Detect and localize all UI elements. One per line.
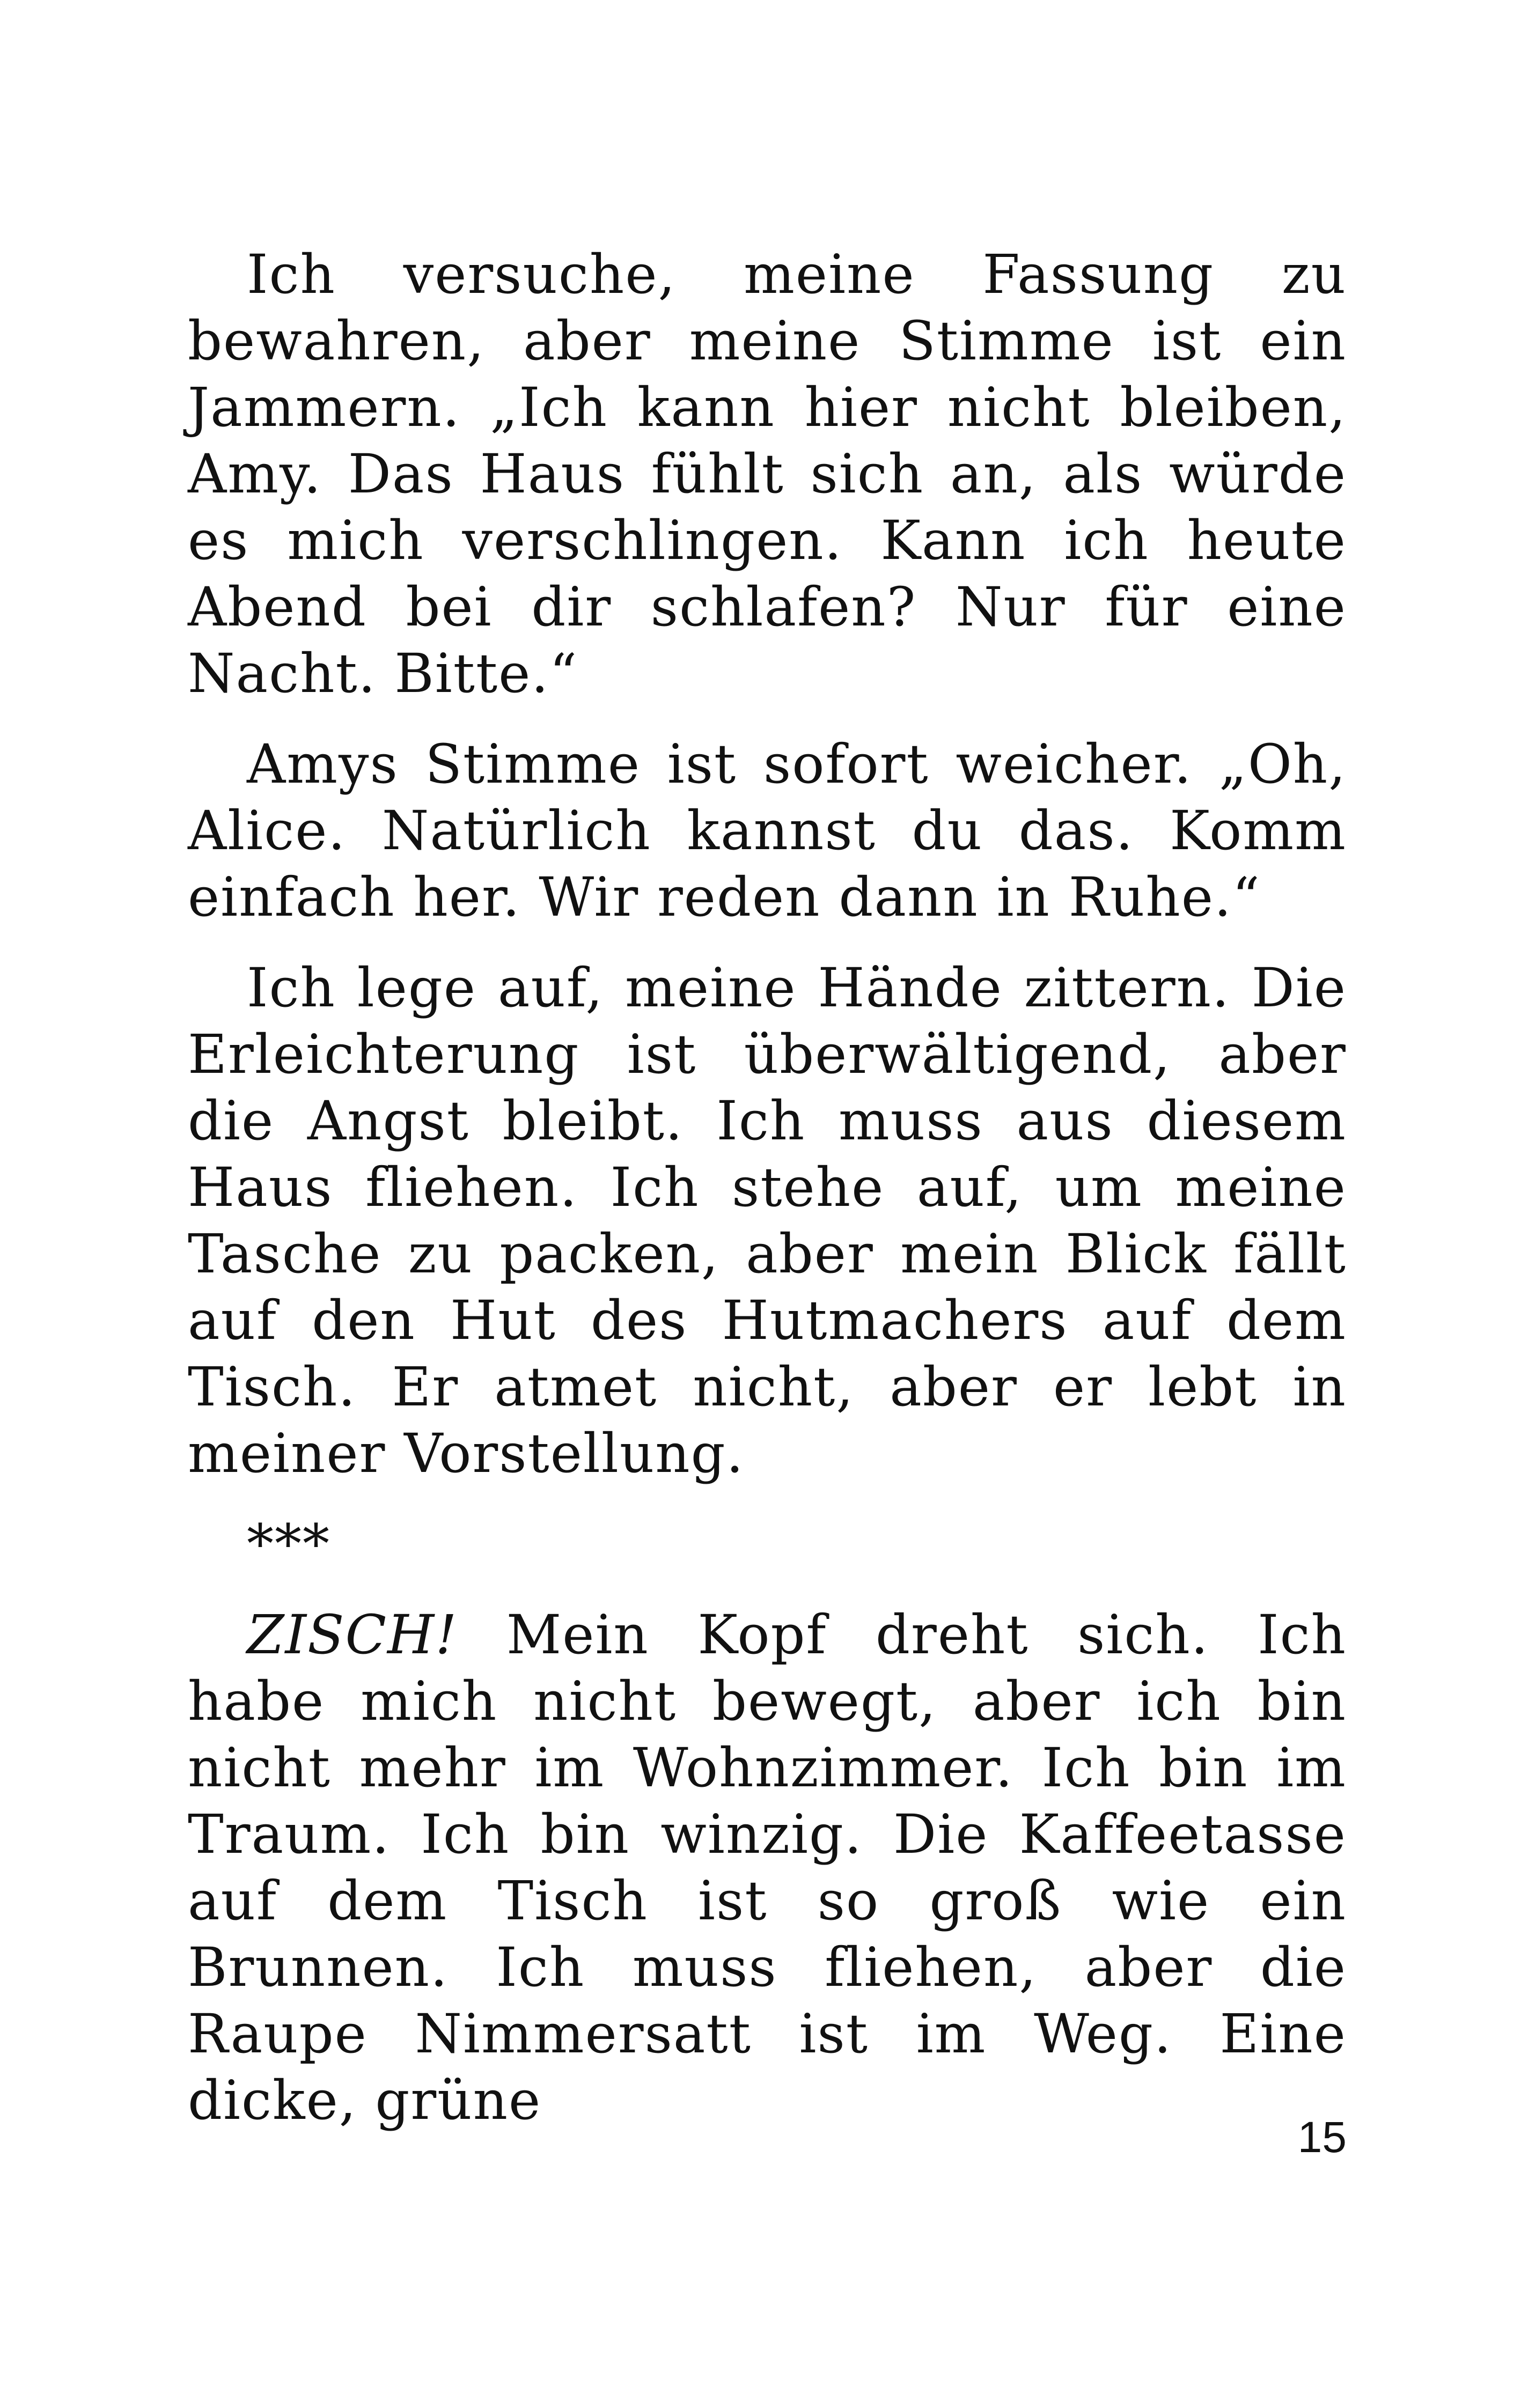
- scene-separator: ***: [247, 1513, 330, 1575]
- paragraph-2: Amys Stimme ist sofort weicher. „Oh, Alice. Natürlich kannst du das. Komm einfach her. Wir reden dann in Ruhe.“: [188, 733, 1347, 929]
- paragraph-4-text: Mein Kopf dreht sich. Ich habe mich nicht bewegt, aber ich bin nicht mehr im Wohnzimmer. Ich bin im Traum. Ich bin winzig. Die Kaffeetasse auf dem Tisch ist so groß wie ein Brunnen. Ich muss fliehen, aber die Raupe Nimmersatt ist im Weg. Eine dicke, grüne: [188, 1603, 1347, 2132]
- paragraph-3: Ich lege auf, meine Hände zittern. Die Erleichterung ist überwältigend, aber die Angst bleibt. Ich muss aus diesem Haus fliehen. Ich stehe auf, um meine Tasche zu packen, aber mein Blick fällt auf den Hut des Hutmachers auf dem Tisch. Er atmet nicht, aber er lebt in meiner Vorstellung.: [188, 956, 1347, 1485]
- paragraph-1: Ich versuche, meine Fassung zu bewahren, aber meine Stimme ist ein Jammern. „Ich kann hier nicht bleiben, Amy. Das Haus fühlt sich an, als würde es mich verschlingen. Kann ich heute Abend bei dir schlafen? Nur für eine Nacht. Bitte.“: [188, 243, 1347, 705]
- page-number: 15: [1297, 2113, 1347, 2162]
- paragraph-4: [188, 1602, 1347, 2134]
- body-text: [188, 241, 1347, 2158]
- emphasis-text: ZISCH!: [247, 1603, 458, 1666]
